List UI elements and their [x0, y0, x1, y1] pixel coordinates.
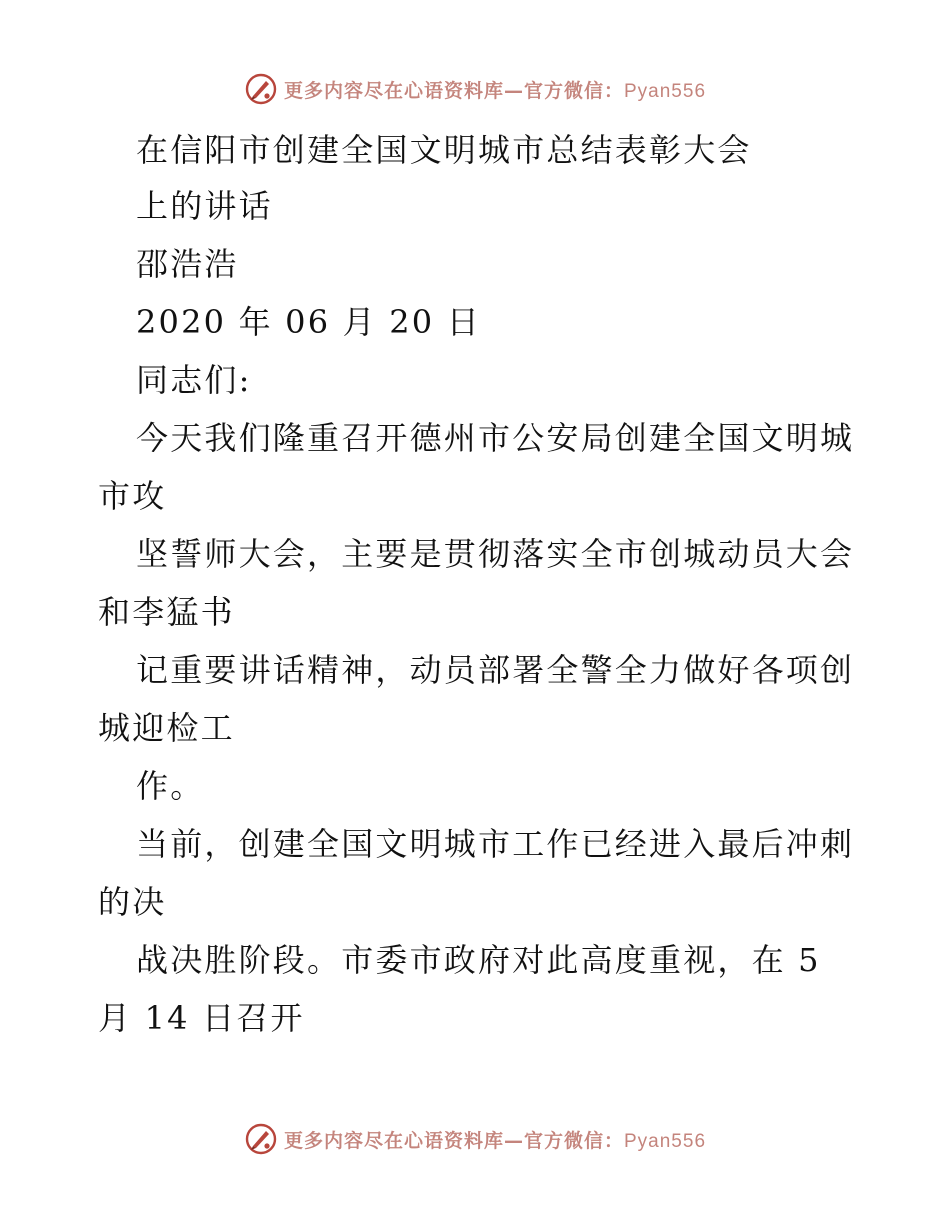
paragraph-line: 战决胜阶段。市委市政府对此高度重视，在 5 [136, 941, 821, 979]
footer-watermark [0, 1122, 950, 1156]
date: 2020 年 06 月 20 日 [136, 303, 481, 341]
watermark-text: 更多内容尽在心语资料库—官方微信：Pyan556 [283, 1129, 707, 1152]
paragraph-line: 和李猛书 [98, 593, 235, 631]
author: 邵浩浩 [136, 245, 239, 283]
salutation: 同志们: [136, 361, 252, 399]
watermark-account: Pyan556 [624, 80, 707, 102]
paragraph-line: 市攻 [98, 477, 167, 515]
paragraph-line: 当前，创建全国文明城市工作已经进入最后冲刺 [136, 825, 855, 863]
paragraph-line: 记重要讲话精神，动员部署全警全力做好各项创 [136, 651, 855, 689]
paragraph-line: 城迎检工 [98, 709, 235, 747]
watermark-text: 更多内容尽在心语资料库—官方微信：Pyan556 [283, 79, 707, 102]
header-watermark [0, 72, 950, 106]
paragraph-line: 作。 [136, 767, 205, 805]
title-line-1: 在信阳市创建全国文明城市总结表彰大会 [136, 131, 752, 169]
paragraph-line: 坚誓师大会，主要是贯彻落实全市创城动员大会 [136, 535, 855, 573]
paragraph-line: 的决 [98, 883, 167, 921]
watermark-account: Pyan556 [624, 1130, 707, 1152]
quill-logo-icon [244, 1122, 278, 1156]
paragraph-line: 月 14 日召开 [98, 999, 305, 1037]
title-line-2: 上的讲话 [136, 187, 273, 225]
quill-logo-icon [244, 72, 278, 106]
paragraph-line: 今天我们隆重召开德州市公安局创建全国文明城 [136, 419, 855, 457]
